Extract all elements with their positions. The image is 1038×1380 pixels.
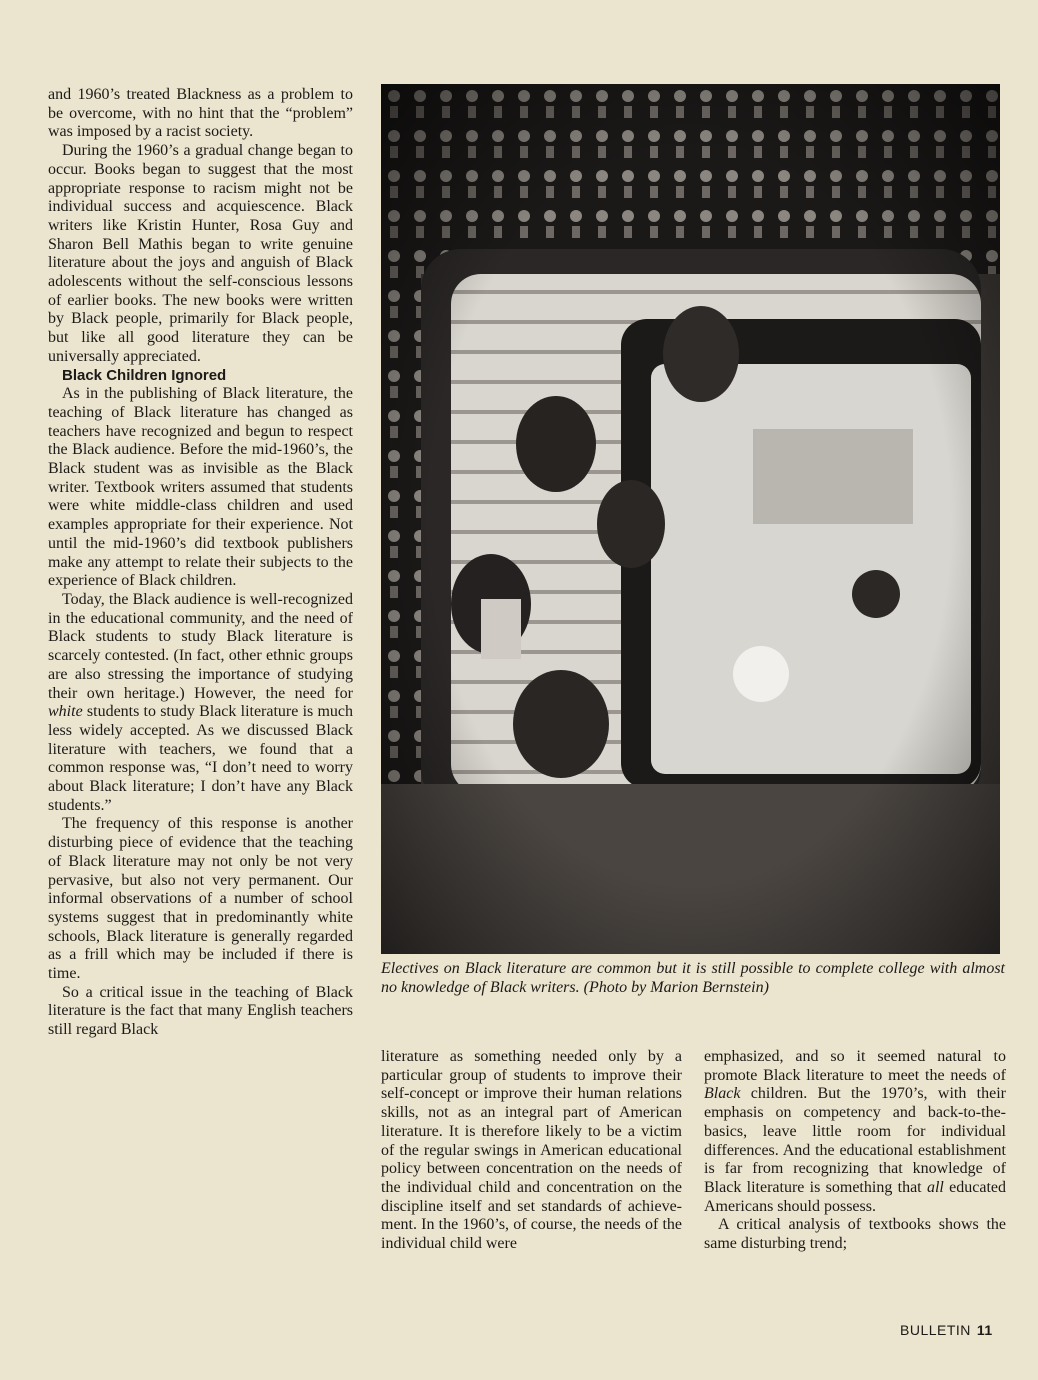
paragraph: The frequency of this response is another disturbing piece of evidence that the teaching of Black literature may not only be not very pervasive, but also not very permanent. Our informal observations of a number of school systems suggest that in predominantly white schools, Black literature is generally regarded as a frill which may be included if there is time. xyxy=(48,815,353,983)
stairwell-photo xyxy=(381,84,1000,954)
paragraph xyxy=(704,1048,1006,1216)
page-footer xyxy=(900,1322,993,1338)
page-number: 11 xyxy=(976,1322,993,1338)
emphasis: Black xyxy=(704,1085,741,1103)
paragraph xyxy=(48,591,353,815)
right-column xyxy=(704,1048,1006,1254)
photo-caption: Electives on Black literature are common but it is still possible to complete college with almost no knowledge of Black writers. (Photo by Marion Bernstein) xyxy=(381,960,1005,996)
paragraph: A critical analysis of textbooks shows the same disturbing trend; xyxy=(704,1216,1006,1253)
photo-illustration xyxy=(381,84,1000,954)
emphasis: all xyxy=(926,1178,944,1196)
publication-name: BULLETIN xyxy=(900,1322,971,1338)
paragraph: literature as something needed only by a particular group of students to improve their self-concept or improve their human relations skills, not as an integral part of American literature. It is therefore likely to be a victim of the regular swings in American educational policy between concentration on the needs of the individual child and concentration on the discipline itself and set standards of achievement. In the 1960’s, of course, the needs of the individual child were xyxy=(381,1048,682,1253)
paragraph: and 1960’s treated Blackness as a problem to be overcome, with no hint that the “problem” was imposed by a racist society. xyxy=(48,86,353,141)
text-run: educated Americans should possess. xyxy=(704,1178,1007,1215)
middle-column xyxy=(381,1048,682,1254)
text-run: emphasized, and so it seemed natural to promote Black literature to meet the needs of xyxy=(704,1048,1006,1084)
paragraph: As in the publishing of Black literature, the teaching of Black literature has changed as teachers have recognized and begun to respect the Black audience. Before the mid-1960’s, the Black student was as invisible as the Black writer. Textbook writers assumed that students were white middle-class children and used examples appropriate for their experience. Not until the mid-1960’s did textbook publishers make any attempt to relate their subjects to the experience of Black children. xyxy=(48,385,353,590)
emphasis: white xyxy=(48,703,83,721)
text-run: children. But the 1970’s, with their emphasis on competency and back-to-the-basics, leave little room for individual differences. And the educational establishment is far from recognizing that knowledge of Black literature is something that xyxy=(704,1085,1006,1196)
text-run: Today, the Black audience is well-recognized in the educational community, and the need of Black students to study Black literature is scarcely contested. (In fact, other ethnic groups are also stressing the importance of studying their own heritage.) However, the need for xyxy=(48,590,353,702)
paragraph: So a critical issue in the teaching of Black literature is the fact that many English teachers still regard Black xyxy=(48,983,353,1039)
text-run: students to study Black literature is much less widely accepted. As we discussed Black literature with teachers, we found that a common response was, “I don’t need to worry about Black literature; I don’t have any Black students.” xyxy=(48,703,354,814)
section-heading: Black Children Ignored xyxy=(62,366,227,384)
paragraph: During the 1960’s a gradual change began to occur. Books began to suggest that the most appropriate response to racism might not be individual success and acquiescence. Black writers like Kristin Hunter, Rosa Guy and Sharon Bell Mathis began to write genuine literature about the joys and anguish of Black adolescents without the self-conscious lessons of earlier books. The new books were written by Black people, primarily for Black people, but like all good literature they can be universally appreciated. xyxy=(48,142,353,365)
left-column xyxy=(48,86,353,1040)
